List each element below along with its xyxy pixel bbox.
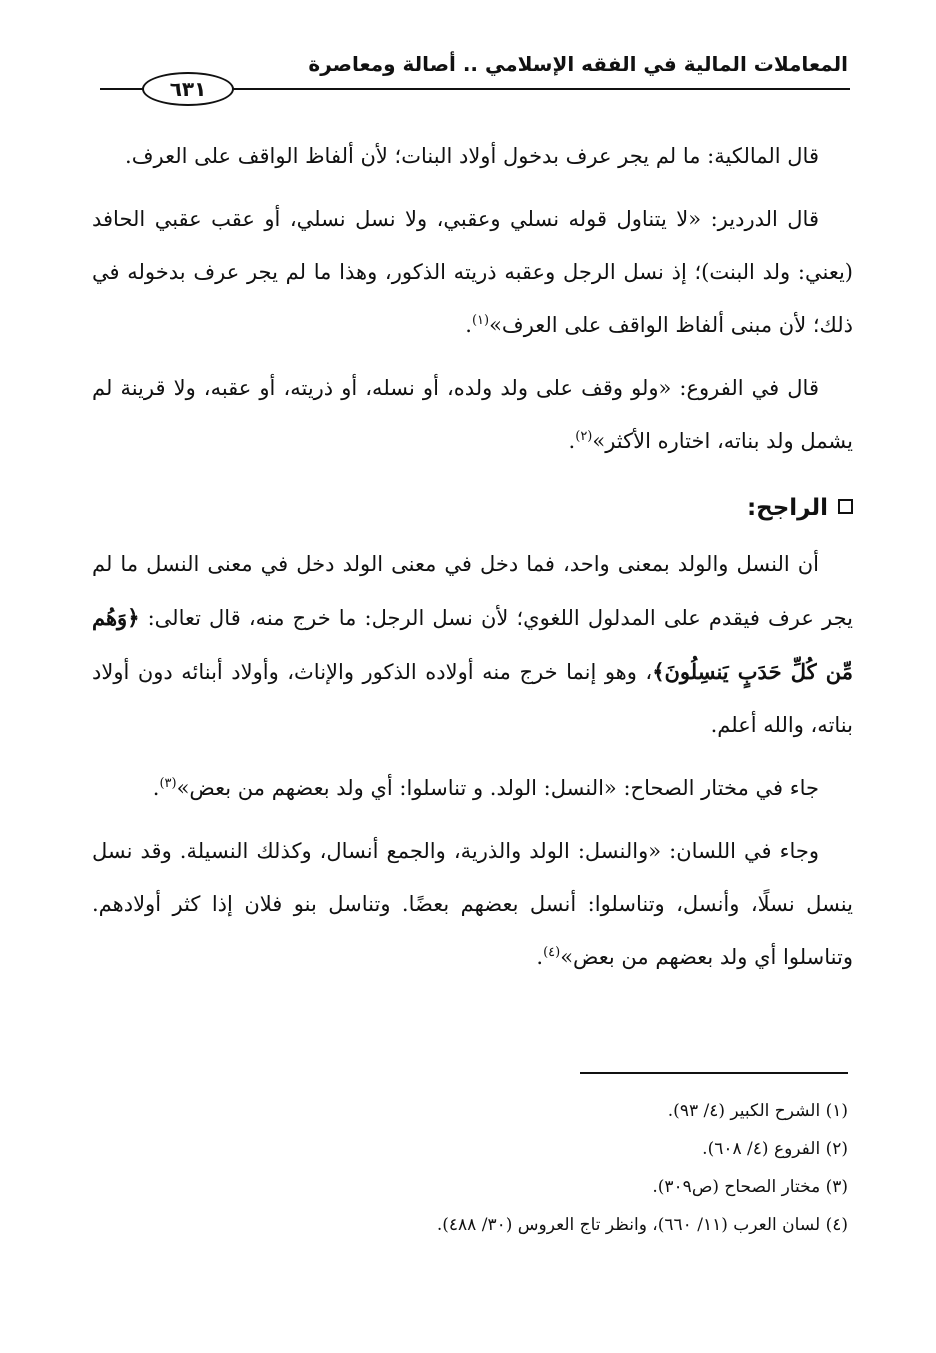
paragraph-text: قال الدردير: «لا يتناول قوله نسلي وعقبي، ولا نسل نسلي، أو عقب عقبي الحافد (يعني: ولد البنت)؛ إذ نسل الرجل وعقبه ذريته الذكور، وهذا ما لم يجر عرف بدخوله في ذلك؛ لأن مبنى ألفاظ الواقف على العرف» [92,207,853,337]
paragraph-text: قال المالكية: ما لم يجر عرف بدخول أولاد البنات؛ لأن ألفاظ الواقف على العرف. [125,144,819,168]
paragraph-mukhtar [92,762,853,815]
paragraph-text: ، وهو إنما خرج منه أولاده الذكور والإناث، وأولاد أبنائه دون أولاد بناته، والله أعلم. [92,660,853,737]
paragraph-end: . [465,313,472,337]
paragraph-lisan [92,825,853,984]
running-header-title: المعاملات المالية في الفقه الإسلامي .. أصالة ومعاصرة [308,52,848,76]
footnote-ref-3[interactable]: (٣) [159,776,177,791]
page-number: ٦٣١ [142,72,234,106]
paragraph-dardir [92,193,853,352]
square-bullet-icon [838,499,853,514]
footnote-3: (٣) مختار الصحاح (ص٣٠٩). [652,1177,848,1197]
footnote-4: (٤) لسان العرب (١١/ ٦٦٠)، وانظر تاج العروس (٣٠/ ٤٨٨). [436,1215,848,1235]
paragraph-end: . [568,429,576,453]
section-heading-text: الراجح: [746,495,828,521]
section-heading-rajih [92,484,853,532]
quran-verse: ﴿وَهُم مِّن كُلِّ حَدَبٍ يَنسِلُونَ﴾ [92,605,853,684]
paragraph-text: أن النسل والولد بمعنى واحد، فما دخل في معنى الولد دخل في معنى النسل ما لم يجر عرف فيقدم على المدلول اللغوي؛ لأن نسل الرجل: ما خرج منه، قال تعالى: [92,552,853,630]
paragraph-text: جاء في مختار الصحاح: «النسل: الولد. و تناسلوا: أي ولد بعضهم من بعض» [176,776,819,800]
footnote-separator [580,1072,848,1074]
footnote-ref-4[interactable]: (٤) [543,945,561,960]
paragraph-text: وجاء في اللسان: «والنسل: الولد والذرية، والجمع أنسال، وكذلك النسيلة. وقد نسل ينسل نسلًا، وأنسل، وتناسلوا: أنسل بعضهم بعضًا. وتناسل بنو فلان إذا كثر أولادهم. وتناسلوا أي ولد بعضهم من بعض» [92,839,853,969]
footnotes [100,1092,848,1244]
paragraph-rajih [92,538,853,752]
paragraph-malikiyya [92,130,853,183]
footnote-ref-2[interactable]: (٢) [575,429,593,444]
footnote-1: (١) الشرح الكبير (٤/ ٩٣). [667,1101,848,1121]
main-text [92,130,853,984]
paragraph-furu [92,362,853,468]
paragraph-end: . [152,776,160,800]
footnote-2: (٢) الفروع (٤/ ٦٠٨). [702,1139,848,1159]
paragraph-end: . [536,945,544,969]
footnote-ref-1[interactable]: (١) [471,313,490,328]
paragraph-text: قال في الفروع: «ولو وقف على ولد ولده، أو نسله، أو ذريته، أو عقبه، ولا قرينة لم يشمل ولد بناته، اختاره الأكثر» [92,376,853,453]
